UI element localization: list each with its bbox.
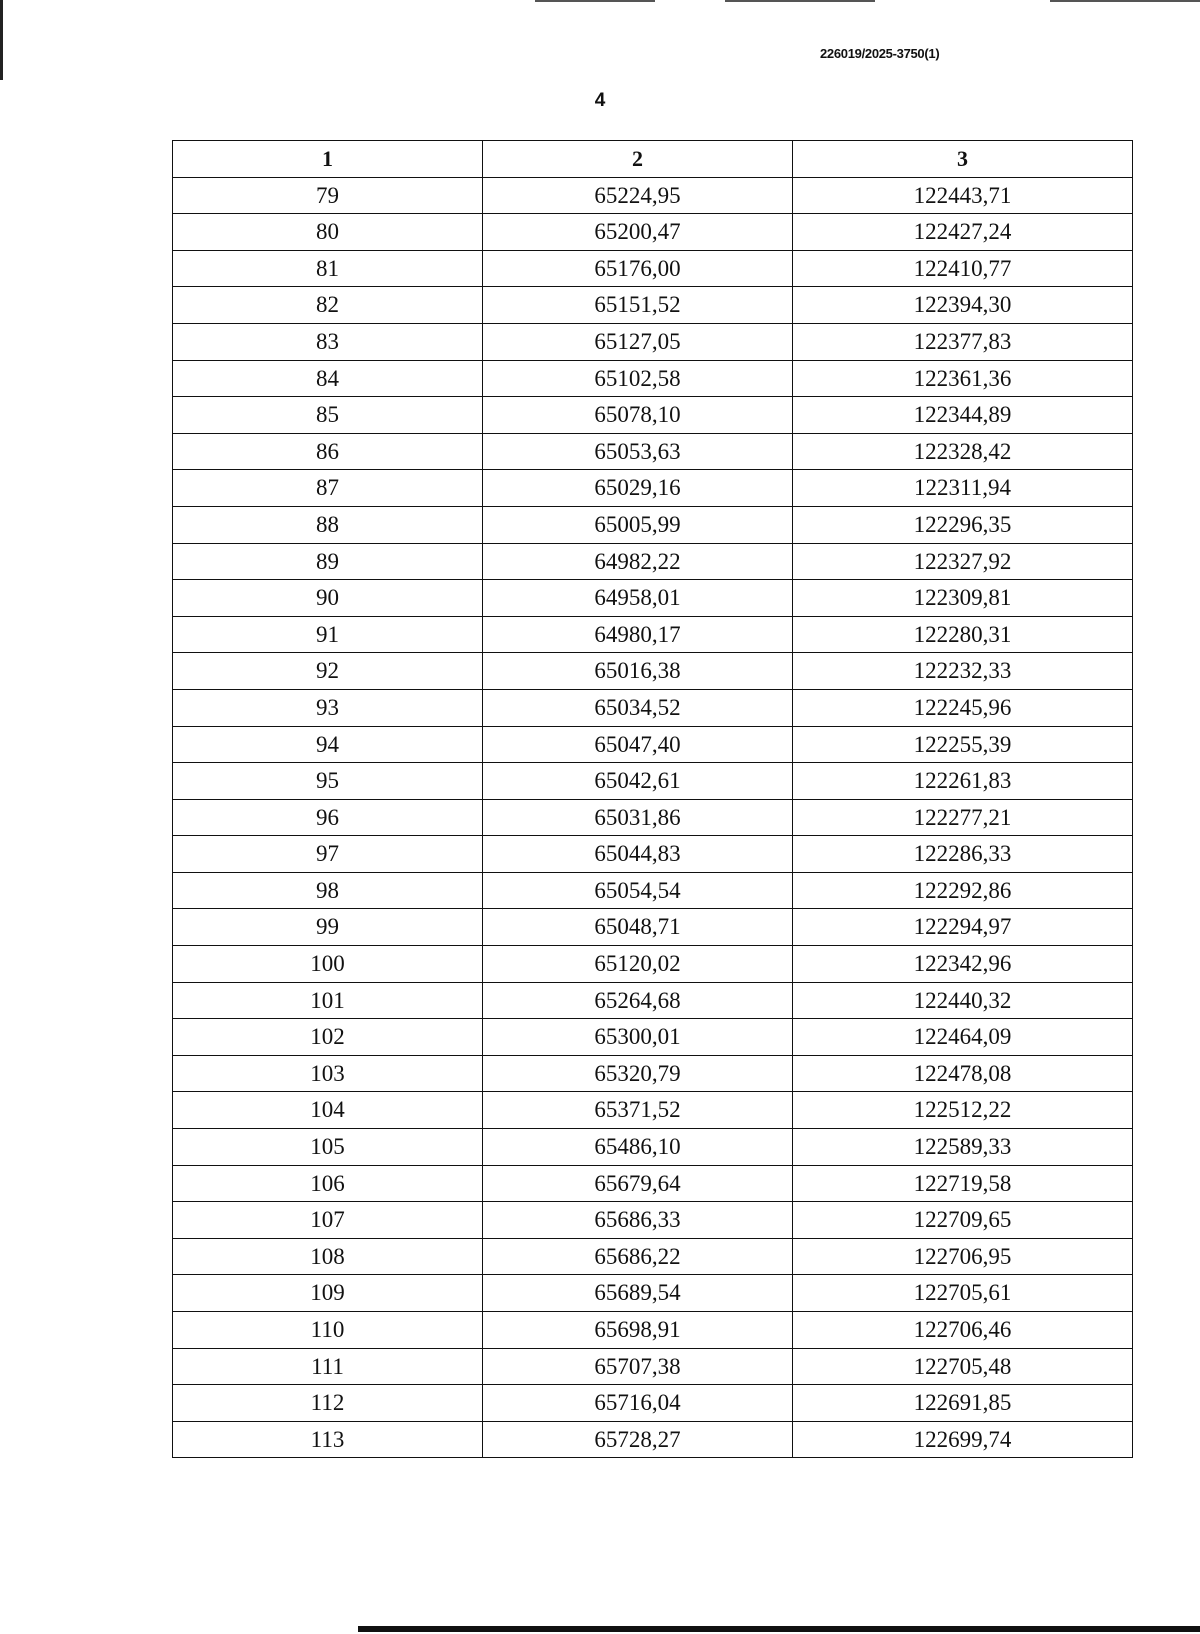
table-cell-col-2: 65689,54 [483, 1275, 793, 1312]
table-cell-col-2: 65200,47 [483, 214, 793, 251]
table-cell-col-1: 107 [173, 1202, 483, 1239]
table-cell-col-3: 122719,58 [793, 1165, 1133, 1202]
scan-edge-top-2 [725, 0, 875, 2]
table-cell-col-3: 122311,94 [793, 470, 1133, 507]
table-row [173, 543, 1133, 580]
table-row [173, 323, 1133, 360]
table-cell-col-1: 87 [173, 470, 483, 507]
table-cell-col-3: 122277,21 [793, 799, 1133, 836]
table-cell-col-1: 94 [173, 726, 483, 763]
table-cell-col-3: 122361,36 [793, 360, 1133, 397]
table-cell-col-3: 122255,39 [793, 726, 1133, 763]
table-cell-col-1: 95 [173, 763, 483, 800]
table-cell-col-1: 103 [173, 1055, 483, 1092]
table-cell-col-2: 65054,54 [483, 872, 793, 909]
table-cell-col-2: 65120,02 [483, 946, 793, 983]
table-cell-col-2: 65224,95 [483, 177, 793, 214]
table-cell-col-2: 65102,58 [483, 360, 793, 397]
table-header-row [173, 141, 1133, 178]
table-cell-col-3: 122427,24 [793, 214, 1133, 251]
table-row [173, 177, 1133, 214]
table-cell-col-1: 82 [173, 287, 483, 324]
table-row [173, 1238, 1133, 1275]
table-cell-col-3: 122589,33 [793, 1129, 1133, 1166]
table-cell-col-3: 122328,42 [793, 433, 1133, 470]
table-cell-col-2: 65707,38 [483, 1348, 793, 1385]
table-row [173, 250, 1133, 287]
table-row [173, 726, 1133, 763]
table-cell-col-3: 122410,77 [793, 250, 1133, 287]
table-row [173, 433, 1133, 470]
table-cell-col-3: 122327,92 [793, 543, 1133, 580]
table-cell-col-3: 122478,08 [793, 1055, 1133, 1092]
table-cell-col-1: 112 [173, 1385, 483, 1422]
table-cell-col-2: 65053,63 [483, 433, 793, 470]
table-cell-col-2: 65716,04 [483, 1385, 793, 1422]
table-row [173, 872, 1133, 909]
table-cell-col-3: 122699,74 [793, 1421, 1133, 1458]
table-cell-col-2: 65151,52 [483, 287, 793, 324]
table-cell-col-3: 122245,96 [793, 689, 1133, 726]
table-cell-col-3: 122705,61 [793, 1275, 1133, 1312]
table-cell-col-2: 65486,10 [483, 1129, 793, 1166]
table-cell-col-1: 100 [173, 946, 483, 983]
table-cell-col-3: 122286,33 [793, 836, 1133, 873]
column-header-1: 1 [173, 141, 483, 178]
table-row [173, 1421, 1133, 1458]
table-cell-col-2: 65127,05 [483, 323, 793, 360]
table-row [173, 1055, 1133, 1092]
table-cell-col-2: 64980,17 [483, 616, 793, 653]
table-row [173, 763, 1133, 800]
table-row [173, 506, 1133, 543]
table-cell-col-1: 91 [173, 616, 483, 653]
column-header-3: 3 [793, 141, 1133, 178]
table-row [173, 397, 1133, 434]
table-cell-col-1: 104 [173, 1092, 483, 1129]
table-cell-col-2: 65016,38 [483, 653, 793, 690]
table-row [173, 799, 1133, 836]
table-row [173, 580, 1133, 617]
table-cell-col-3: 122394,30 [793, 287, 1133, 324]
table-cell-col-1: 97 [173, 836, 483, 873]
table-row [173, 1385, 1133, 1422]
table-cell-col-2: 65300,01 [483, 1019, 793, 1056]
table-cell-col-1: 102 [173, 1019, 483, 1056]
table-cell-col-1: 85 [173, 397, 483, 434]
table-cell-col-3: 122705,48 [793, 1348, 1133, 1385]
table-cell-col-1: 99 [173, 909, 483, 946]
scan-edge-top-3 [1050, 0, 1200, 2]
table-cell-col-3: 122377,83 [793, 323, 1133, 360]
table-cell-col-2: 65048,71 [483, 909, 793, 946]
table-cell-col-3: 122292,86 [793, 872, 1133, 909]
table-row [173, 1275, 1133, 1312]
table-cell-col-1: 113 [173, 1421, 483, 1458]
table-cell-col-1: 108 [173, 1238, 483, 1275]
table-cell-col-2: 65005,99 [483, 506, 793, 543]
table-cell-col-1: 83 [173, 323, 483, 360]
table-cell-col-1: 101 [173, 982, 483, 1019]
table-cell-col-1: 96 [173, 799, 483, 836]
table-row [173, 1165, 1133, 1202]
table-row [173, 214, 1133, 251]
table-cell-col-3: 122280,31 [793, 616, 1133, 653]
document-reference-number: 226019/2025-3750(1) [820, 46, 940, 61]
table-cell-col-1: 109 [173, 1275, 483, 1312]
table-row [173, 360, 1133, 397]
table-cell-col-2: 65176,00 [483, 250, 793, 287]
table-cell-col-1: 111 [173, 1348, 483, 1385]
scan-edge-top-1 [535, 0, 655, 2]
table-cell-col-2: 65679,64 [483, 1165, 793, 1202]
table-row [173, 836, 1133, 873]
table-cell-col-3: 122706,95 [793, 1238, 1133, 1275]
table-cell-col-1: 81 [173, 250, 483, 287]
table-cell-col-2: 64958,01 [483, 580, 793, 617]
table-row [173, 982, 1133, 1019]
table-cell-col-2: 65320,79 [483, 1055, 793, 1092]
table-cell-col-2: 65042,61 [483, 763, 793, 800]
table-cell-col-1: 88 [173, 506, 483, 543]
table-cell-col-1: 110 [173, 1312, 483, 1349]
table-row [173, 616, 1133, 653]
table-row [173, 1348, 1133, 1385]
table-row [173, 909, 1133, 946]
table-cell-col-2: 65686,22 [483, 1238, 793, 1275]
table-cell-col-3: 122232,33 [793, 653, 1133, 690]
table-cell-col-1: 89 [173, 543, 483, 580]
table-cell-col-3: 122709,65 [793, 1202, 1133, 1239]
table-cell-col-1: 80 [173, 214, 483, 251]
table-cell-col-2: 64982,22 [483, 543, 793, 580]
table-row [173, 946, 1133, 983]
table-row [173, 1129, 1133, 1166]
table-cell-col-3: 122261,83 [793, 763, 1133, 800]
table-row [173, 1202, 1133, 1239]
table-cell-col-3: 122691,85 [793, 1385, 1133, 1422]
table-cell-col-2: 65034,52 [483, 689, 793, 726]
table-cell-col-2: 65047,40 [483, 726, 793, 763]
table-row [173, 1092, 1133, 1129]
table-row [173, 689, 1133, 726]
table-row [173, 653, 1133, 690]
table-cell-col-3: 122464,09 [793, 1019, 1133, 1056]
table-cell-col-2: 65044,83 [483, 836, 793, 873]
table-cell-col-2: 65686,33 [483, 1202, 793, 1239]
table-cell-col-3: 122512,22 [793, 1092, 1133, 1129]
table-cell-col-1: 98 [173, 872, 483, 909]
table-cell-col-1: 93 [173, 689, 483, 726]
table-cell-col-3: 122344,89 [793, 397, 1133, 434]
table-cell-col-3: 122443,71 [793, 177, 1133, 214]
table-cell-col-2: 65371,52 [483, 1092, 793, 1129]
table-cell-col-3: 122294,97 [793, 909, 1133, 946]
table-cell-col-2: 65264,68 [483, 982, 793, 1019]
column-header-2: 2 [483, 141, 793, 178]
table-cell-col-1: 86 [173, 433, 483, 470]
table-row [173, 1312, 1133, 1349]
table-cell-col-1: 90 [173, 580, 483, 617]
table-cell-col-3: 122342,96 [793, 946, 1133, 983]
table-cell-col-1: 92 [173, 653, 483, 690]
table-row [173, 287, 1133, 324]
table-cell-col-3: 122296,35 [793, 506, 1133, 543]
table-cell-col-1: 79 [173, 177, 483, 214]
table-cell-col-1: 84 [173, 360, 483, 397]
table-cell-col-2: 65698,91 [483, 1312, 793, 1349]
table-cell-col-2: 65029,16 [483, 470, 793, 507]
scan-edge-left [0, 0, 3, 80]
page-number: 4 [594, 90, 606, 111]
table-cell-col-2: 65031,86 [483, 799, 793, 836]
scan-edge-bottom [358, 1626, 1200, 1632]
table-cell-col-2: 65078,10 [483, 397, 793, 434]
table-cell-col-1: 106 [173, 1165, 483, 1202]
table-cell-col-1: 105 [173, 1129, 483, 1166]
table-row [173, 1019, 1133, 1056]
table-cell-col-2: 65728,27 [483, 1421, 793, 1458]
table-cell-col-3: 122440,32 [793, 982, 1133, 1019]
table-cell-col-3: 122706,46 [793, 1312, 1133, 1349]
table-row [173, 470, 1133, 507]
table-body [173, 177, 1133, 1458]
table-cell-col-3: 122309,81 [793, 580, 1133, 617]
coordinates-table [172, 140, 1133, 1458]
